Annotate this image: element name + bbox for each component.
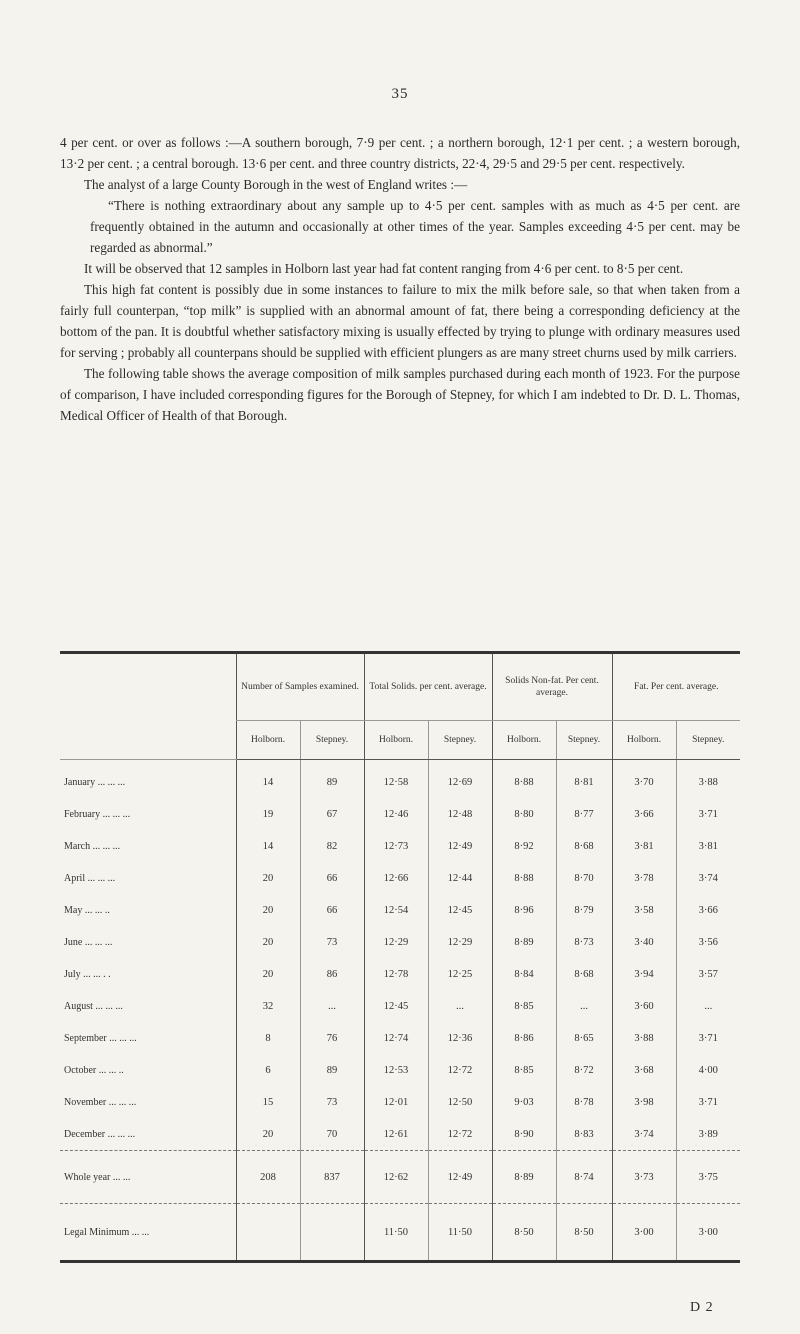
row-label: April ... ... ... (64, 872, 116, 884)
row-label: December ... ... ... (64, 1128, 136, 1140)
table-cell: 8·89 (492, 1151, 556, 1204)
body-text (60, 132, 740, 426)
table-cell: 73 (300, 926, 364, 958)
table-cell: 8·79 (556, 894, 612, 926)
paragraph-fat-content: This high fat content is possibly due in some instances to failure to mix the milk before sale, so that when taken from a fairly full counterpan, “top milk” is supplied with an abnormal amount of fat, there being a corresponding deficiency at the bottom of the pan. It is doubtful whether satisfactory mixing is usually effected by trying to plunge with ordinary measures used for serving ; probably all counterpans should be supplied with efficient plungers as are many street churns used by milk carriers. (60, 282, 740, 360)
table-cell: 3·75 (676, 1151, 740, 1204)
subheader-holborn: Holborn. (492, 721, 556, 760)
table-cell: 3·40 (612, 926, 676, 958)
table-cell: 8·83 (556, 1118, 612, 1151)
table-cell: 8·50 (556, 1204, 612, 1262)
table-cell: 19 (236, 798, 300, 830)
table-cell: 8·68 (556, 830, 612, 862)
table-cell: 8·89 (492, 926, 556, 958)
table-cell: 20 (236, 862, 300, 894)
table-cell: 73 (300, 1086, 364, 1118)
table-cell: 8·85 (492, 990, 556, 1022)
paragraph-quotation: “There is nothing extraordinary about any sample up to 4·5 per cent. samples with as much as 4·5 per cent. are frequently obtained in the autumn and occasionally at other times of the year. Samples exceeding 4·5 per cent. may be regarded as abnormal.” (90, 198, 740, 255)
table-cell: 3·00 (676, 1204, 740, 1262)
table-cell: 12·25 (428, 958, 492, 990)
table-cell: 12·66 (364, 862, 428, 894)
table-cell: 12·62 (364, 1151, 428, 1204)
table-cell: ... (556, 990, 612, 1022)
table-row (60, 1022, 740, 1054)
subheader-stepney: Stepney. (428, 721, 492, 760)
table-cell: 12·69 (428, 760, 492, 799)
table-cell: 3·57 (676, 958, 740, 990)
table-row (60, 760, 740, 799)
paragraph-holborn-samples: It will be observed that 12 samples in Holborn last year had fat content ranging from 4·6 per cent. to 8·5 per cent. (84, 261, 684, 276)
table-row (60, 1054, 740, 1086)
table-row (60, 926, 740, 958)
table-cell: 3·71 (676, 1022, 740, 1054)
table-cell: 3·98 (612, 1086, 676, 1118)
table-row (60, 798, 740, 830)
row-label: March ... ... ... (64, 840, 121, 852)
header-solids-non-fat: Solids Non-fat. Per cent. average. (492, 653, 612, 721)
table-cell: 8·92 (492, 830, 556, 862)
table-cell: 12·78 (364, 958, 428, 990)
header-samples-examined: Number of Samples examined. (236, 653, 364, 721)
table-cell: 12·72 (428, 1118, 492, 1151)
table-cell: 3·74 (676, 862, 740, 894)
row-label: February ... ... ... (64, 808, 131, 820)
table-cell (300, 1204, 364, 1262)
header-fat: Fat. Per cent. average. (612, 653, 740, 721)
table-cell: 3·68 (612, 1054, 676, 1086)
table-cell: 89 (300, 1054, 364, 1086)
table-cell: 12·36 (428, 1022, 492, 1054)
row-label: September ... ... ... (64, 1032, 137, 1044)
table-row (60, 990, 740, 1022)
table-cell: 15 (236, 1086, 300, 1118)
row-label: May ... ... .. (64, 904, 110, 916)
row-label: Legal Minimum ... ... (60, 1204, 236, 1262)
subheader-stepney: Stepney. (300, 721, 364, 760)
table-corner-cell (60, 653, 236, 760)
table-cell: 3·60 (612, 990, 676, 1022)
table-cell (236, 1204, 300, 1262)
table-cell: 70 (300, 1118, 364, 1151)
table-cell: 12·46 (364, 798, 428, 830)
table-cell: 3·81 (612, 830, 676, 862)
table-cell: 3·74 (612, 1118, 676, 1151)
table-body (60, 760, 740, 1262)
table-cell: 3·00 (612, 1204, 676, 1262)
table-row-whole-year (60, 1151, 740, 1204)
table-cell: 8·78 (556, 1086, 612, 1118)
row-label: July ... ... . . (64, 968, 111, 980)
subheader-holborn: Holborn. (236, 721, 300, 760)
table-cell: 3·81 (676, 830, 740, 862)
table-cell: 12·50 (428, 1086, 492, 1118)
table-cell: 8·73 (556, 926, 612, 958)
page-number: 35 (391, 86, 409, 102)
table-row (60, 894, 740, 926)
table-cell: 82 (300, 830, 364, 862)
table-cell: 208 (236, 1151, 300, 1204)
table-cell: 3·88 (676, 760, 740, 799)
milk-composition-table (60, 651, 740, 1263)
table-cell: 86 (300, 958, 364, 990)
table-cell: 12·74 (364, 1022, 428, 1054)
table-cell: 8·90 (492, 1118, 556, 1151)
table-cell: 11·50 (428, 1204, 492, 1262)
row-label: October ... ... .. (64, 1064, 124, 1076)
table-row-legal-minimum (60, 1204, 740, 1262)
table-cell: 9·03 (492, 1086, 556, 1118)
table-cell: ... (300, 990, 364, 1022)
row-label: November ... ... ... (64, 1096, 137, 1108)
table-cell: 12·49 (428, 1151, 492, 1204)
table-cell: 8·85 (492, 1054, 556, 1086)
table-cell: 76 (300, 1022, 364, 1054)
table-cell: 3·78 (612, 862, 676, 894)
table-cell: 8·81 (556, 760, 612, 799)
table-row (60, 862, 740, 894)
table-cell: 3·66 (676, 894, 740, 926)
table-cell: 3·89 (676, 1118, 740, 1151)
table-cell: 12·58 (364, 760, 428, 799)
table-cell: 3·71 (676, 1086, 740, 1118)
table-cell: 8·86 (492, 1022, 556, 1054)
table-cell: 20 (236, 1118, 300, 1151)
milk-composition-table-wrapper (60, 651, 740, 1263)
table-cell: 66 (300, 894, 364, 926)
table-cell: 12·73 (364, 830, 428, 862)
table-cell: 12·44 (428, 862, 492, 894)
table-row (60, 1086, 740, 1118)
row-label: August ... ... ... (64, 1000, 123, 1012)
table-cell: 12·01 (364, 1086, 428, 1118)
table-cell: 3·66 (612, 798, 676, 830)
paragraph-continued: 4 per cent. or over as follows :—A southern borough, 7·9 per cent. ; a northern borough, 12·1 per cent. ; a western borough, 13·2 per cent. ; a central borough. 13·6 per cent. and three country districts, 22·4, 29·5 and 29·5 per cent. respectively. (60, 135, 740, 171)
table-cell: 8·65 (556, 1022, 612, 1054)
table-cell: 12·49 (428, 830, 492, 862)
table-row (60, 830, 740, 862)
table-cell: 32 (236, 990, 300, 1022)
paragraph-table-intro: The following table shows the average composition of milk samples purchased during each month of 1923. For the purpose of comparison, I have included corresponding figures for the Borough of Stepney, for which I am indebted to Dr. D. L. Thomas, Medical Officer of Health of that Borough. (60, 366, 740, 423)
table-cell: 3·71 (676, 798, 740, 830)
table-cell: 12·53 (364, 1054, 428, 1086)
table-cell: 8·50 (492, 1204, 556, 1262)
table-row (60, 958, 740, 990)
table-cell: 8·88 (492, 760, 556, 799)
row-label: January ... ... ... (64, 776, 126, 788)
table-cell: 12·29 (428, 926, 492, 958)
table-cell: 3·56 (676, 926, 740, 958)
table-cell: 14 (236, 830, 300, 862)
row-label: Whole year ... ... (60, 1151, 236, 1204)
table-cell: 8 (236, 1022, 300, 1054)
subheader-holborn: Holborn. (364, 721, 428, 760)
table-cell: 14 (236, 760, 300, 799)
table-cell: 8·70 (556, 862, 612, 894)
header-total-solids: Total Solids. per cent. average. (364, 653, 492, 721)
table-cell: 12·29 (364, 926, 428, 958)
table-cell: 3·58 (612, 894, 676, 926)
table-cell: 66 (300, 862, 364, 894)
table-cell: 8·68 (556, 958, 612, 990)
table-cell: 8·80 (492, 798, 556, 830)
table-cell: 12·72 (428, 1054, 492, 1086)
table-cell: 6 (236, 1054, 300, 1086)
table-cell: ... (428, 990, 492, 1022)
table-cell: 20 (236, 894, 300, 926)
table-cell: 89 (300, 760, 364, 799)
subheader-holborn: Holborn. (612, 721, 676, 760)
table-cell: 3·88 (612, 1022, 676, 1054)
table-cell: 8·84 (492, 958, 556, 990)
table-cell: 12·48 (428, 798, 492, 830)
paragraph-analyst-intro: The analyst of a large County Borough in the west of England writes :— (84, 177, 468, 192)
table-cell: 8·96 (492, 894, 556, 926)
table-cell: 4·00 (676, 1054, 740, 1086)
table-cell: 3·73 (612, 1151, 676, 1204)
signature-mark: D 2 (690, 1300, 714, 1315)
table-cell: 12·54 (364, 894, 428, 926)
table-cell: 3·70 (612, 760, 676, 799)
table-cell: ... (676, 990, 740, 1022)
table-cell: 12·45 (428, 894, 492, 926)
table-cell: 837 (300, 1151, 364, 1204)
table-cell: 8·72 (556, 1054, 612, 1086)
table-cell: 20 (236, 926, 300, 958)
table-cell: 20 (236, 958, 300, 990)
table-cell: 11·50 (364, 1204, 428, 1262)
table-row (60, 1118, 740, 1151)
subheader-stepney: Stepney. (676, 721, 740, 760)
table-cell: 8·74 (556, 1151, 612, 1204)
row-label: June ... ... ... (64, 936, 113, 948)
table-cell: 12·61 (364, 1118, 428, 1151)
table-cell: 67 (300, 798, 364, 830)
subheader-stepney: Stepney. (556, 721, 612, 760)
table-cell: 3·94 (612, 958, 676, 990)
table-cell: 12·45 (364, 990, 428, 1022)
table-group-header-row (60, 653, 740, 721)
table-cell: 8·88 (492, 862, 556, 894)
table-cell: 8·77 (556, 798, 612, 830)
